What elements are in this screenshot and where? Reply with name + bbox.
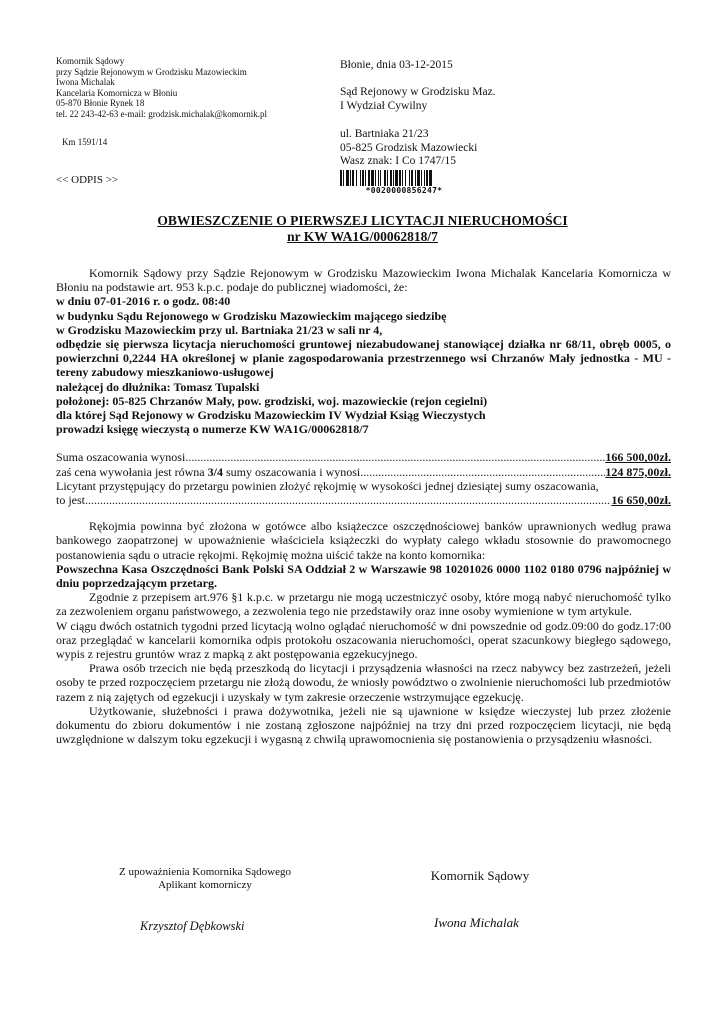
city-line: 05-825 Grodzisk Mazowiecki [340, 141, 478, 154]
call-price-label-b: sumy oszacowania i wynosi [222, 464, 361, 479]
sender-line: 05-870 Błonie Rynek 18 [56, 98, 145, 109]
title-line-1: OBWIESZCZENIE O PIERWSZEJ LICYTACJI NIERUCHOMOŚCI [157, 213, 568, 228]
sender-line: Komornik Sądowy [56, 56, 125, 66]
sender-line: tel. 22 243-42-63 e-mail: grodzisk.michalak@komornik.pl [56, 108, 267, 119]
estimate-line [56, 450, 671, 464]
document-title [0, 213, 725, 245]
signature-right: Iwona Michalak [434, 915, 519, 930]
sender-block [56, 56, 267, 120]
recipient-address [340, 128, 477, 169]
authorization-line: Z upoważnienia Komornika Sądowego [119, 866, 291, 878]
signature-block-left [100, 866, 310, 892]
auction-details: w dniu 07-01-2016 r. o godz. 08:40 w budynku Sądu Rejonowego w Grodzisku Mazowieckim mającego siedzibę w Grodzisku Mazowieckim przy ul. Bartniaka 21/23 w sali nr 4, odbędzie się pierwsza licytacja nieruchomości gruntowej niezabudowanej stanowiącej działka nr 68/11, obręb 0005, o powierzchni 0,2244 HA określonej w planie zagospodarowania przestrzennego wsi Chrzanów Mały jednostka - MU - tereny zabudowy mieszkaniowo-usługowej należącej do dłużnika: Tomasz Tupalski położonej: 05-825 Chrzanów Mały, pow. grodziski, woj. mazowieckie (rejon cegielni) dla której Sąd Rejonowy w Grodzisku Mazowieckim IV Wydział Ksiąg Wieczystych prowadzi księgę wieczystą o numerze KW WA1G/00062818/7 [56, 294, 671, 437]
servitudes-paragraph: Użytkowanie, służebności i prawa dożywotnika, jeżeli nie są ujawnione w księdze wieczystej lub przez złożenie dokumentu do zbioru dokumentów i nie zostaną zgłoszone najpóźniej na trzy dni przed rozpoczęciem licytacji, nie będą uwzględnione w dalszym toku egzekucji i wygasną z chwilą uprawomocnienia się postanowienia o przysądzeniu własności. [56, 703, 671, 747]
court-line: I Wydział Cywilny [340, 99, 428, 112]
call-price-fraction: 3/4 [207, 464, 223, 479]
court-line: Sąd Rejonowy w Grodzisku Maz. [340, 86, 496, 98]
third-party-paragraph: Prawa osób trzecich nie będą przeszkodą do licytacji i przysądzenia własności na rzecz nabywcy bez zastrzeżeń, jeżeli osoby te przed rozpoczęciem przetargu nie złożą dowodu, że wniosły powództwo o zwolnienie nieruchomości lub przedmiotów razem z nią zajętych od egzekucji i uzyskały w tym zakresie orzeczenie wstrzymujące egzekucję. [56, 661, 671, 704]
deposit-label: to jest [56, 493, 85, 508]
bank-account-paragraph: Powszechna Kasa Oszczędności Bank Polski SA Oddział 2 w Warszawie 98 10201026 0000 1102 0180 0796 najpóźniej w dniu poprzedzającym przetarg. [56, 561, 671, 591]
call-price-line [56, 465, 671, 479]
deposit-text: Licytant przystępujący do przetargu powinien złożyć rękojmię w wysokości jednej dziesiątej sumy oszacowania, [56, 478, 599, 493]
case-number: Km 1591/14 [62, 137, 108, 147]
sender-line: Kancelaria Komornicza w Błoniu [56, 87, 178, 98]
title-line-2: nr KW WA1G/00062818/7 [287, 229, 438, 244]
sender-line: Iwona Michalak [56, 77, 115, 88]
estimate-value: 166 500,00zł. [605, 450, 671, 465]
recipient-court [340, 86, 496, 113]
document-body [56, 266, 671, 747]
rekojmia-paragraph: Rękojmia powinna być złożona w gotówce albo książeczce oszczędnościowej banków uprawnionych według prawa bankowego zaopatrzonej w upoważnienie właściciela książeczki do wypłaty całego wkładu stosownie do prawomocnego postanowienia sądu o utracie rękojmi. Rękojmię można uiścić także na konto komornika: [56, 519, 671, 562]
art976-paragraph: Zgodnie z przepisem art.976 §1 k.p.c. w przetargu nie mogą uczestniczyć osoby, które mogą nabyć nieruchomość tylko za zezwoleniem organu państwowego, a zezwolenia tego nie przedstawiły oraz inne osoby wymienione w tym artykule. [56, 590, 671, 619]
call-price-label: zaś cena wywołania jest równa [56, 464, 208, 479]
deposit-value: 16 650,00zł. [611, 493, 671, 508]
barcode-bars [340, 170, 468, 187]
barcode-number: *0020000856247* [340, 186, 468, 195]
intro-paragraph: Komornik Sądowy przy Sądzie Rejonowym w Grodzisku Mazowieckim Iwona Michalak Kancelaria Komornicza w Błoniu na podstawie art. 953 k.p.c. podaje do publicznej wiadomości, że: [56, 266, 671, 295]
viewing-paragraph: W ciągu dwóch ostatnich tygodni przed licytacją wolno oglądać nieruchomość w dni powszednie od godz.09:00 do godz.17:00 oraz przeglądać w kancelarii komornika odpis protokołu oszacowania nieruchomości, operat szacunkowy biegłego sądowego, wypis z rejestru gruntów wraz z mapką z akt postępowania egzekucyjnego. [56, 618, 671, 662]
signature-left: Krzysztof Dębkowski [140, 919, 245, 933]
call-price-value: 124 875,00zł. [605, 464, 671, 479]
document-date: Błonie, dnia 03-12-2015 [340, 59, 453, 71]
estimate-label: Suma oszacowania wynosi [56, 450, 186, 465]
signature-block-right: Komornik Sądowy [430, 868, 530, 883]
sender-line: przy Sądzie Rejonowym w Grodzisku Mazowieckim [56, 66, 247, 77]
reference-line: Wasz znak: I Co 1747/15 [340, 155, 456, 167]
copy-mark: << ODPIS >> [56, 174, 119, 186]
street-line: ul. Bartniaka 21/23 [340, 128, 429, 140]
barcode [340, 170, 468, 196]
deposit-line [56, 493, 671, 507]
role-line: Aplikant komorniczy [158, 879, 252, 891]
